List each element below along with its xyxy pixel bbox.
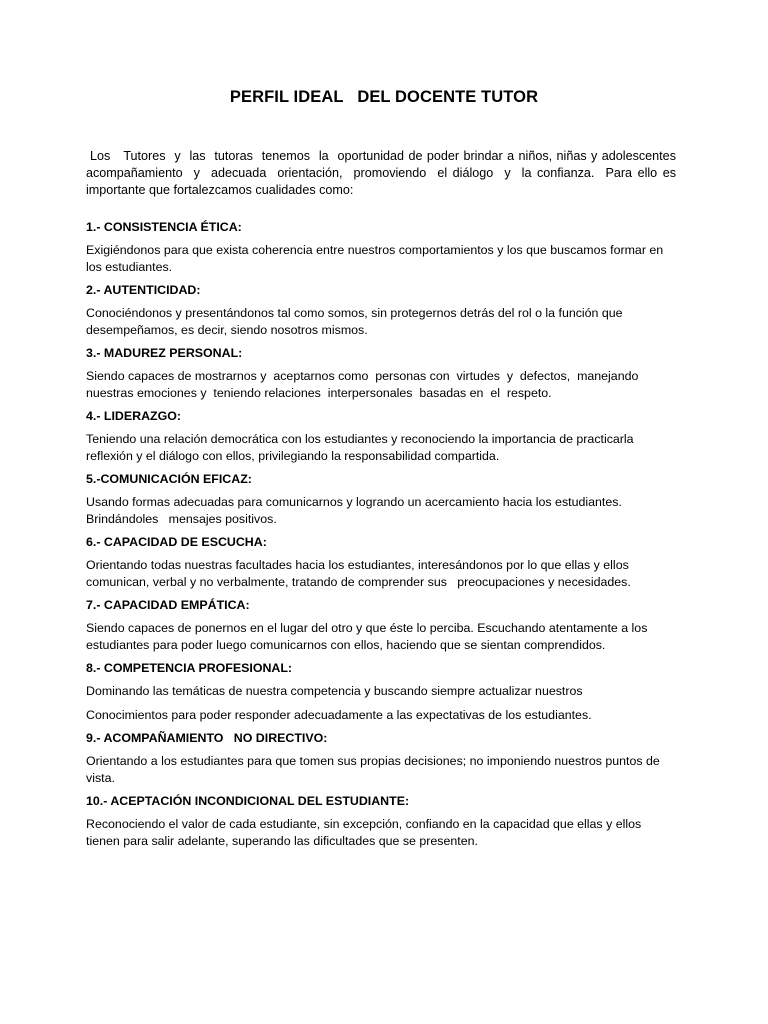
section-6 <box>86 534 676 590</box>
section-heading: 4.- LIDERAZGO: <box>86 409 181 423</box>
section-heading: 9.- ACOMPAÑAMIENTO NO DIRECTIVO: <box>86 731 328 745</box>
section-body <box>86 557 676 590</box>
section-body <box>86 368 676 401</box>
section-body <box>86 431 676 464</box>
section-body <box>86 816 676 849</box>
intro-paragraph: Los Tutores y las tutoras tenemos la oportunidad de poder brindar a niños, niñas y adolescentes acompañamiento y adecuada orientación, promoviendo el diálogo y la confianza. Para ello es importante que fortalezcamos cualidades como: <box>86 149 680 197</box>
section-heading: 8.- COMPETENCIA PROFESIONAL: <box>86 661 293 675</box>
section-paragraph: Siendo capaces de mostrarnos y aceptarnos como personas con virtudes y defectos, manejando nuestras emociones y teniendo relaciones interpersonales basadas en el respeto. <box>86 369 642 400</box>
document-title: PERFIL IDEAL DEL DOCENTE TUTOR <box>229 88 539 106</box>
section-8 <box>86 660 676 723</box>
section-body <box>86 494 676 527</box>
section-paragraph: Exigiéndonos para que exista coherencia entre nuestros comportamientos y los que buscamos formar en los estudiantes. <box>86 243 667 274</box>
section-body <box>86 620 676 653</box>
section-paragraph: Dominando las temáticas de nuestra competencia y buscando siempre actualizar nuestros <box>86 684 583 698</box>
section-heading: 5.-COMUNICACIÓN EFICAZ: <box>86 472 252 486</box>
section-heading: 10.- ACEPTACIÓN INCONDICIONAL DEL ESTUDIANTE: <box>86 794 410 808</box>
section-paragraph: Orientando a los estudiantes para que tomen sus propias decisiones; no imponiendo nuestros puntos de vista. <box>86 754 664 785</box>
section-4 <box>86 408 676 464</box>
section-heading: 6.- CAPACIDAD DE ESCUCHA: <box>86 535 267 549</box>
section-10 <box>86 793 676 849</box>
section-paragraph: Usando formas adecuadas para comunicarnos y logrando un acercamiento hacia los estudiantes. Brindándoles mensajes positivos. <box>86 495 626 526</box>
section-9 <box>86 730 676 786</box>
section-body <box>86 753 676 786</box>
section-heading: 1.- CONSISTENCIA ÉTICA: <box>86 220 242 234</box>
section-5 <box>86 471 676 527</box>
section-3 <box>86 345 676 401</box>
section-2 <box>86 282 676 338</box>
section-body <box>86 305 676 338</box>
section-paragraph: Orientando todas nuestras facultades hacia los estudiantes, interesándonos por lo que ellas y ellos comunican, verbal y no verbalmente, tratando de comprender sus preocupaciones y necesidades. <box>86 558 633 589</box>
section-heading: 7.- CAPACIDAD EMPÁTICA: <box>86 598 250 612</box>
section-1 <box>86 219 676 275</box>
section-paragraph: Siendo capaces de ponernos en el lugar del otro y que éste lo perciba. Escuchando atentamente a los estudiantes para poder luego comunicarnos con ellos, haciendo que se sientan comprendidos. <box>86 621 651 652</box>
sections-list <box>86 219 676 856</box>
section-heading: 2.- AUTENTICIDAD: <box>86 283 201 297</box>
section-body <box>86 683 676 723</box>
section-paragraph: Conociéndonos y presentándonos tal como somos, sin protegernos detrás del rol o la función que desempeñamos, es decir, siendo nosotros mismos. <box>86 306 627 337</box>
section-7 <box>86 597 676 653</box>
section-paragraph: Conocimientos para poder responder adecuadamente a las expectativas de los estudiantes. <box>86 707 592 722</box>
section-paragraph: Reconociendo el valor de cada estudiante, sin excepción, confiando en la capacidad que ellas y ellos tienen para salir adelante, superando las dificultades que se presenten. <box>86 817 645 848</box>
section-paragraph: Teniendo una relación democrática con los estudiantes y reconociendo la importancia de practicarla reflexión y el diálogo con ellos, privilegiando la responsabilidad compartida. <box>86 432 638 463</box>
section-body <box>86 242 676 275</box>
section-heading: 3.- MADUREZ PERSONAL: <box>86 346 243 360</box>
